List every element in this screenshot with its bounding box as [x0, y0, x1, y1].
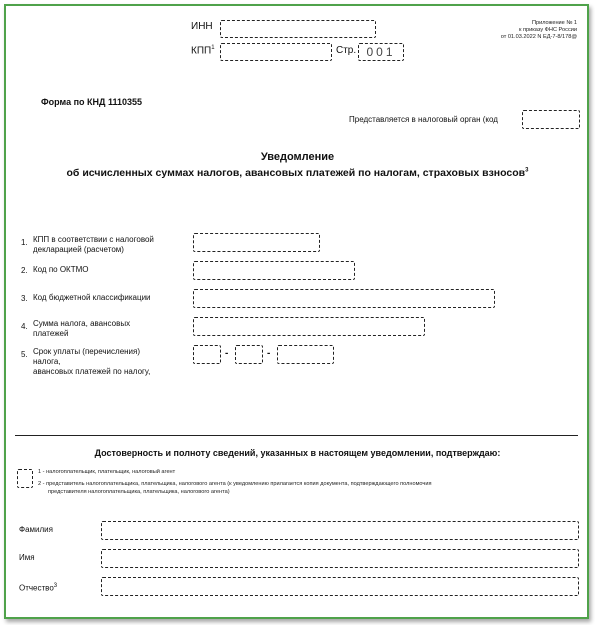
- tax-authority-label: Представляется в налоговый орган (код: [349, 115, 498, 124]
- kpp-input[interactable]: [220, 43, 332, 61]
- patronymic-label: Отчество$^3$: [19, 583, 58, 593]
- kpp-declaration-input[interactable]: [193, 233, 320, 252]
- signer-type-input[interactable]: [17, 469, 33, 488]
- last-name-input[interactable]: [101, 521, 579, 540]
- date-separator: -: [267, 348, 271, 359]
- signer-option-2: 2 - представитель налогоплательщика, плательщика, налогового агента (к уведомлению прилагается копия документа, подтверждающего полномочия: [38, 481, 432, 487]
- field-number: 3.: [21, 294, 28, 303]
- kpp-label: КПП$^1$: [191, 45, 215, 57]
- section-divider: [15, 435, 578, 436]
- field-label-kbk: Код бюджетной классификации: [33, 293, 151, 302]
- field-label-tax-sum: Сумма налога, авансовых платежей: [33, 319, 131, 338]
- page-number-input[interactable]: 001: [358, 43, 404, 61]
- due-date-year-input[interactable]: [277, 345, 334, 364]
- field-label-oktmo: Код по ОКТМО: [33, 265, 89, 274]
- page-label: Стр.: [336, 45, 357, 56]
- field-label-due-date: Срок уплаты (перечисления) налога, авансовых платежей по налогу,: [33, 347, 151, 376]
- last-name-label: Фамилия: [19, 525, 53, 534]
- first-name-label: Имя: [19, 553, 35, 562]
- kbk-input[interactable]: [193, 289, 495, 308]
- form-code: Форма по КНД 1110355: [41, 97, 142, 107]
- tax-authority-code-input[interactable]: [522, 110, 580, 129]
- field-number: 2.: [21, 266, 28, 275]
- signer-option-2-cont: представителя налогоплательщика, плательщика, налогового агента): [48, 489, 230, 495]
- field-number: 4.: [21, 322, 28, 331]
- field-label-kpp: КПП в соответствии с налоговой декларацией (расчетом): [33, 235, 154, 254]
- first-name-input[interactable]: [101, 549, 579, 568]
- oktmo-input[interactable]: [193, 261, 355, 280]
- appendix-note: Приложение № 1 к приказу ФНС России от 01.03.2022 N ЕД-7-8/178@: [500, 20, 577, 40]
- signer-option-1: 1 - налогоплательщик, плательщик, налоговый агент: [38, 469, 176, 475]
- inn-input[interactable]: [220, 20, 376, 38]
- form-subtitle: об исчисленных суммах налогов, авансовых платежей по налогам, страховых взносов$^3$: [66, 167, 529, 179]
- confirm-heading: Достоверность и полноту сведений, указанных в настоящем уведомлении, подтверждаю:: [94, 448, 501, 458]
- field-number: 5.: [21, 350, 28, 359]
- field-number: 1.: [21, 238, 28, 247]
- form-title: Уведомление: [260, 151, 335, 163]
- due-date-month-input[interactable]: [235, 345, 263, 364]
- date-separator: -: [225, 348, 229, 359]
- inn-label: ИНН: [191, 21, 213, 32]
- patronymic-input[interactable]: [101, 577, 579, 596]
- tax-sum-input[interactable]: [193, 317, 425, 336]
- due-date-day-input[interactable]: [193, 345, 221, 364]
